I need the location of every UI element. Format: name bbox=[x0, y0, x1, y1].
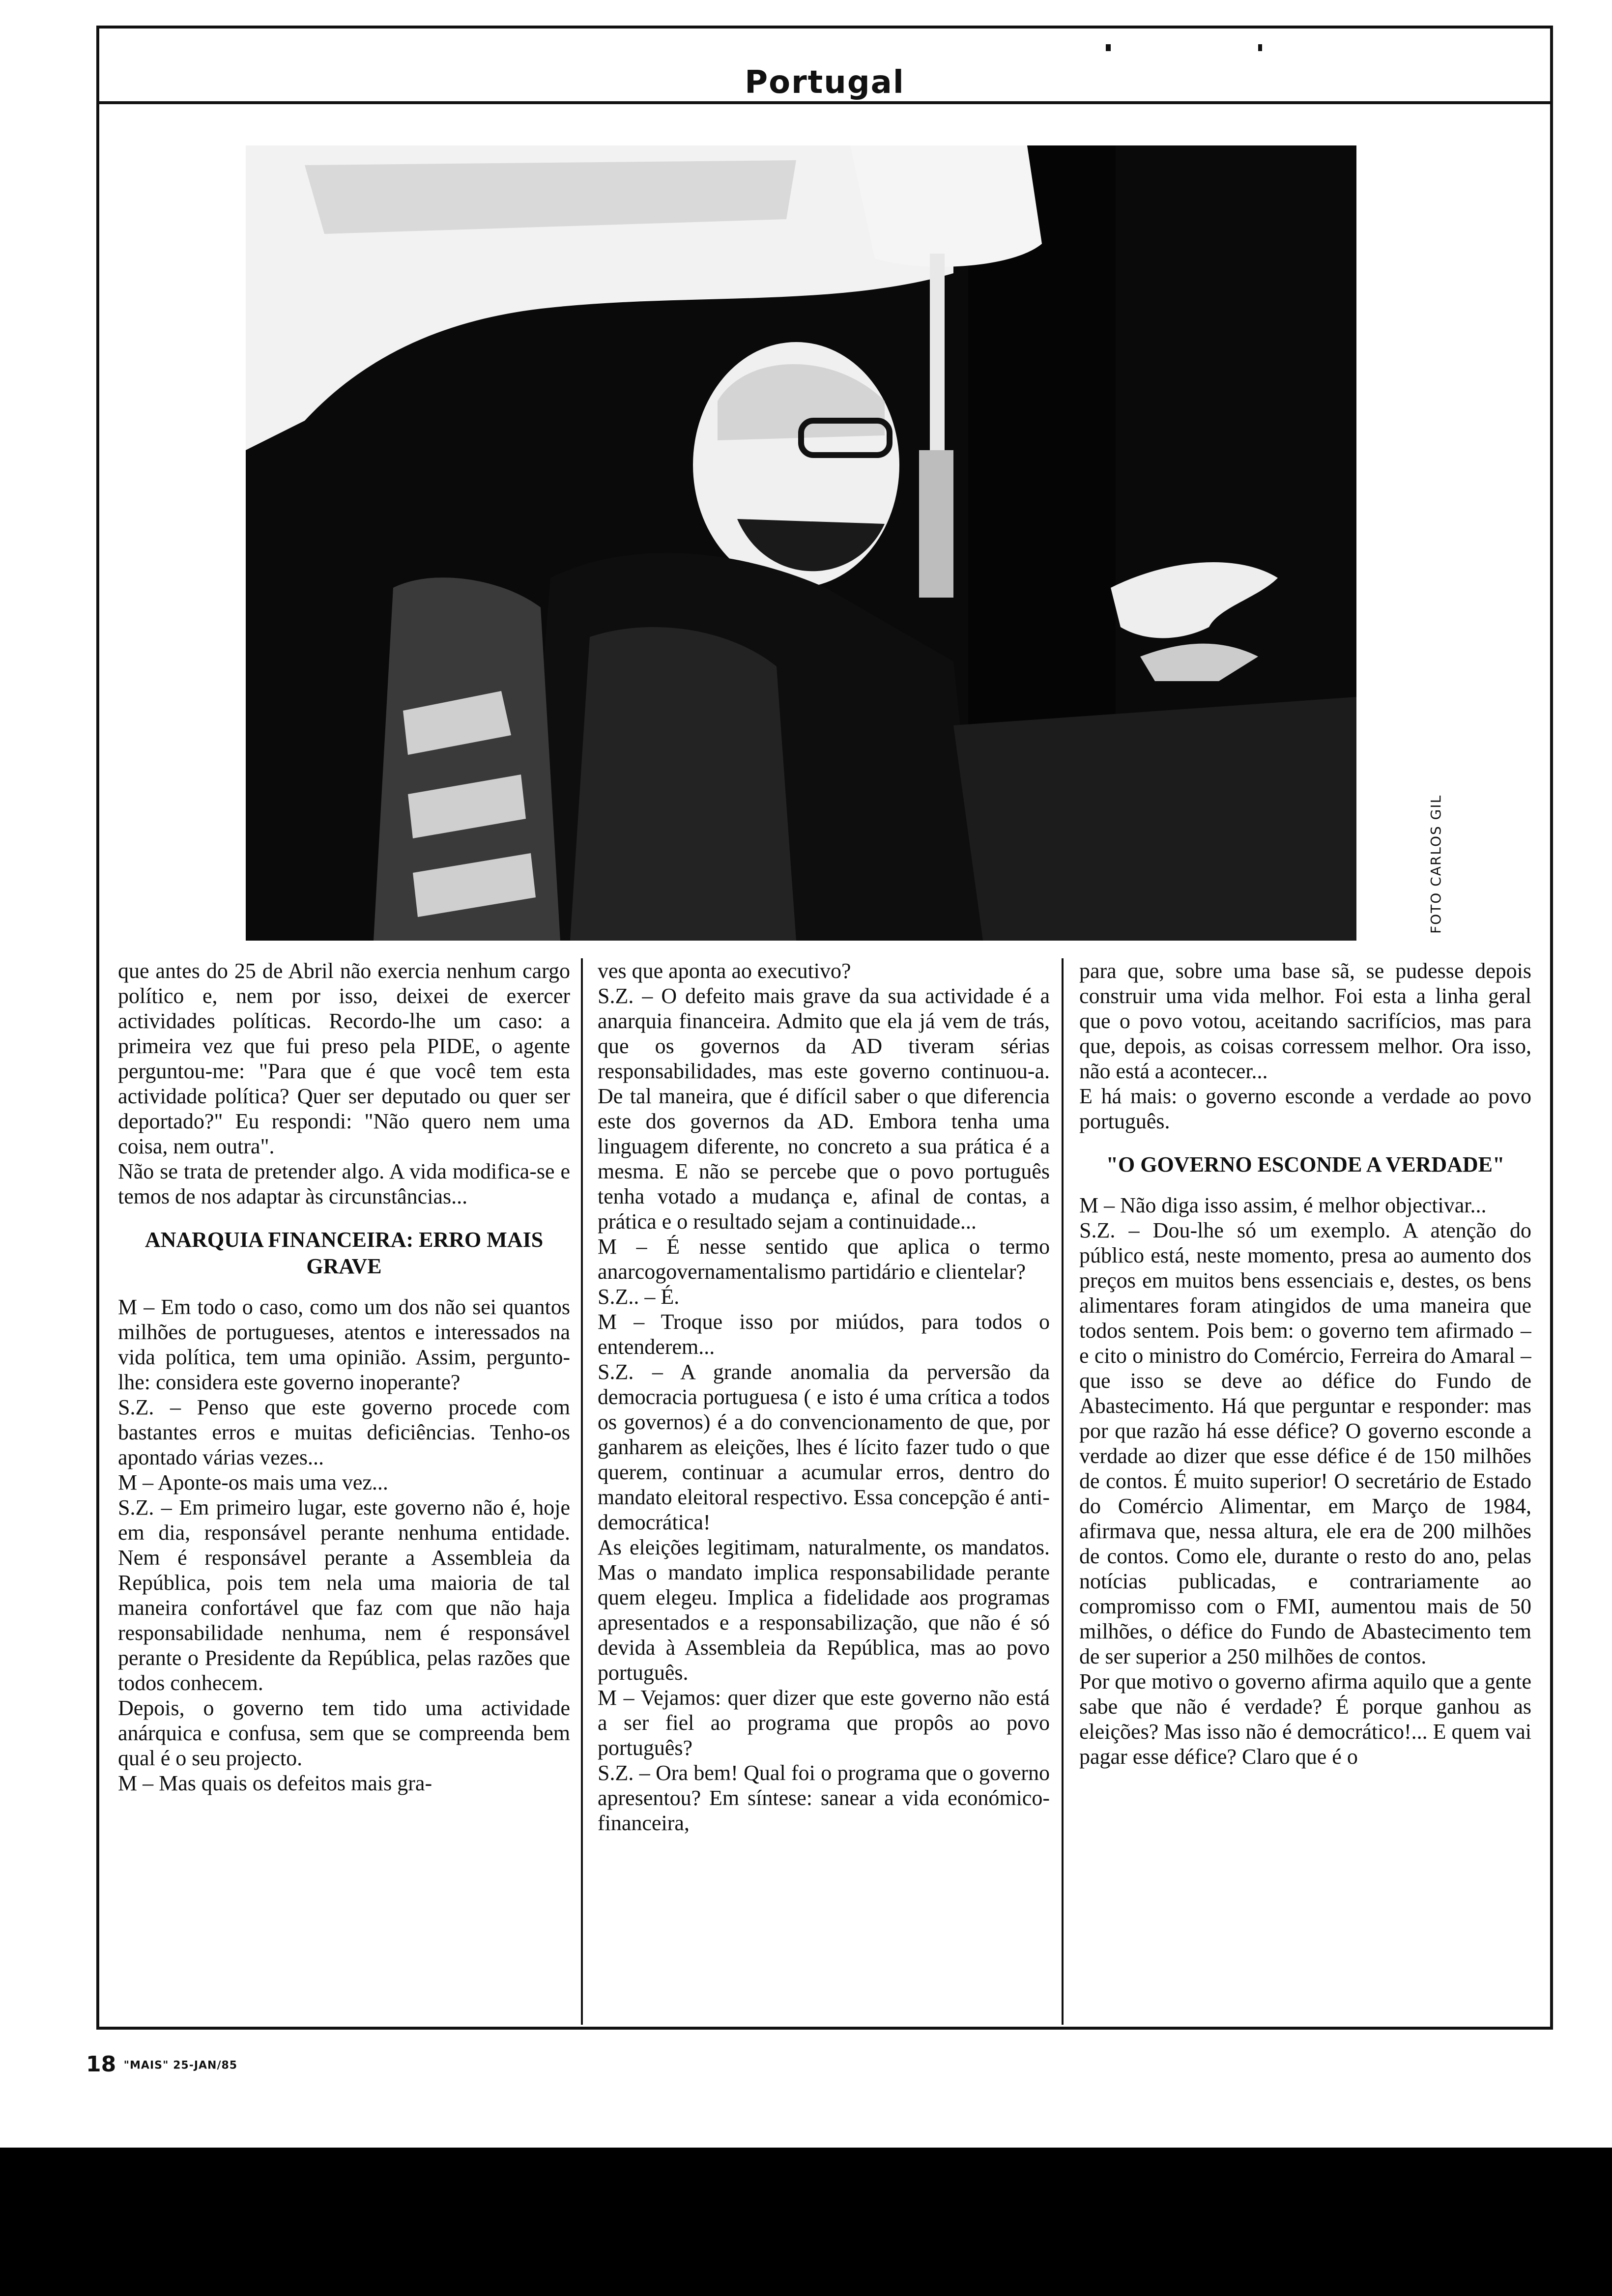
photo-illustration bbox=[246, 145, 1371, 941]
scan-bottom-band bbox=[0, 2148, 1612, 2296]
paragraph: As eleições legitimam, naturalmente, os mandatos. Mas o mandato implica responsabilidade perante quem elegeu. Implica a fidelidade aos programas apresentados e a responsabilização, que não é só devida à Assembleia da República, mas ao povo português. bbox=[598, 1535, 1050, 1685]
paragraph: M – Mas quais os defeitos mais gra- bbox=[118, 1771, 432, 1795]
print-mark bbox=[1106, 44, 1111, 51]
section-title: Portugal bbox=[745, 64, 905, 101]
subheading: "O GOVERNO ESCONDE A VERDADE" bbox=[1106, 1152, 1505, 1177]
paragraph: para que, sobre uma base sã, se pudesse depois construir uma vida melhor. Foi esta a linha geral que o povo votou, aceitando sacrifícios, mas para que, depois, as coisas corressem melhor. Ora isso, não está a acontecer... bbox=[1079, 959, 1531, 1083]
page-footer bbox=[86, 2052, 237, 2077]
paragraph: ves que aponta ao executivo? bbox=[598, 959, 851, 983]
paragraph: M – Vejamos: quer dizer que este governo não está a ser fiel ao programa que propôs ao povo português? bbox=[598, 1686, 1050, 1760]
paragraph: S.Z. – Ora bem! Qual foi o programa que o governo apresentou? Em síntese: sanear a vida económico-financeira, bbox=[598, 1761, 1050, 1835]
paragraph: S.Z. – O defeito mais grave da sua actividade é a anarquia financeira. Admito que ela já vem de trás, que os governos da AD tiveram sérias responsabilidades, mas este governo continuou-a. De tal maneira, que é difícil saber o que diferencia este dos governos da AD. Embora tenha uma linguagem diferente, no concreto a sua prática é a mesma. E não se percebe que o povo português tenha votado a mudança e, afinal de contas, a prática e o resultado sejam a continuidade... bbox=[598, 984, 1050, 1234]
paragraph: Depois, o governo tem tido uma actividade anárquica e confusa, sem que se compreenda bem qual é o seu projecto. bbox=[118, 1696, 570, 1770]
paragraph: M – Não diga isso assim, é melhor objectivar... bbox=[1079, 1193, 1487, 1217]
paragraph: Por que motivo o governo afirma aquilo que a gente sabe que não é verdade? É porque ganhou as eleições? Mas isso não é democrático!... E quem vai pagar esse défice? Claro que é o bbox=[1079, 1669, 1531, 1769]
paragraph: S.Z. – Em primeiro lugar, este governo não é, hoje em dia, responsável perante nenhuma entidade. Nem é responsável perante a Assembleia da República, pois tem nela uma maioria de tal maneira confortável que faz com que não haja responsabilidade nenhuma, nem é responsável perante o Presidente da República, pelas razões que todos conhecem. bbox=[118, 1495, 570, 1695]
paragraph: S.Z. – Dou-lhe só um exemplo. A atenção do público está, neste momento, presa ao aumento dos preços em muitos bens essenciais e, destes, os bens alimentares foram atingidos de uma maneira que todos sentem. Pois bem: o governo tem afirmado – e cito o ministro do Comércio, Ferreira do Amaral – que isso se deve ao défice do Fundo de Abastecimento. Há que perguntar e responder: mas por que razão há esse défice? O governo esconde a verdade ao dizer que esse défice é de 150 milhões de contos. É muito superior! O secretário de Estado do Comércio Alimentar, em Março de 1984, afirmava que, nessa altura, ele era de 200 milhões de contos. Como ele, durante o resto do ano, pelas notícias publicadas, e contrariamente ao compromisso com o FMI, aumentou mais de 50 milhões, o défice do Fundo de Abastecimento tem de ser superior a 250 milhões de contos. bbox=[1079, 1218, 1531, 1668]
paragraph: S.Z. – Penso que este governo procede com bastantes erros e muitas deficiências. Tenho-os apontado várias vezes... bbox=[118, 1395, 570, 1469]
photo-credit: FOTO CARLOS GIL bbox=[1428, 794, 1444, 934]
article-column-2 bbox=[598, 958, 1050, 2020]
column-divider bbox=[581, 958, 583, 2025]
print-mark bbox=[1258, 44, 1262, 51]
paragraph: Não se trata de pretender algo. A vida modifica-se e temos de nos adaptar às circunstâncias... bbox=[118, 1159, 570, 1208]
paragraph: M – Troque isso por miúdos, para todos o entenderem... bbox=[598, 1310, 1050, 1359]
issue-info: "MAIS" 25-JAN/85 bbox=[123, 2059, 238, 2072]
section-header bbox=[96, 26, 1553, 104]
paragraph: M – É nesse sentido que aplica o termo anarcogovernamentalismo partidário e clientelar? bbox=[598, 1234, 1050, 1284]
article-photo bbox=[246, 145, 1371, 941]
article-column-1 bbox=[118, 958, 570, 2020]
page-number: 18 bbox=[86, 2052, 116, 2077]
paragraph: S.Z. – A grande anomalia da perversão da democracia portuguesa ( e isto é uma crítica a todos os governos) é a do convencionamento de que, por ganharem as eleições, lhes é lícito fazer tudo o que querem, continuar a acumular erros, dentro do mandato eleitoral respectivo. Essa concepção é anti-democrática! bbox=[598, 1360, 1050, 1534]
paragraph: M – Aponte-os mais uma vez... bbox=[118, 1470, 388, 1494]
article-column-3 bbox=[1079, 958, 1531, 2020]
paragraph: S.Z.. – É. bbox=[598, 1285, 680, 1309]
subheading: ANARQUIA FINANCEIRA: ERRO MAIS GRAVE bbox=[144, 1228, 544, 1278]
column-divider bbox=[1062, 958, 1064, 2025]
paragraph: M – Em todo o caso, como um dos não sei quantos milhões de portugueses, atentos e interessados na vida política, tem uma opinião. Assim, pergunto-lhe: considera este governo inoperante? bbox=[118, 1295, 570, 1394]
paragraph: E há mais: o governo esconde a verdade ao povo português. bbox=[1079, 1084, 1531, 1133]
paragraph: que antes do 25 de Abril não exercia nenhum cargo político e, nem por isso, deixei de exercer actividades políticas. Recordo-lhe um caso: a primeira vez que fui preso pela PIDE, o agente perguntou-me: "Para que é que você tem esta actividade política? Quer ser deputado ou quer ser deportado?" Eu respondi: "Não quero nem uma coisa, nem outra". bbox=[118, 959, 570, 1158]
